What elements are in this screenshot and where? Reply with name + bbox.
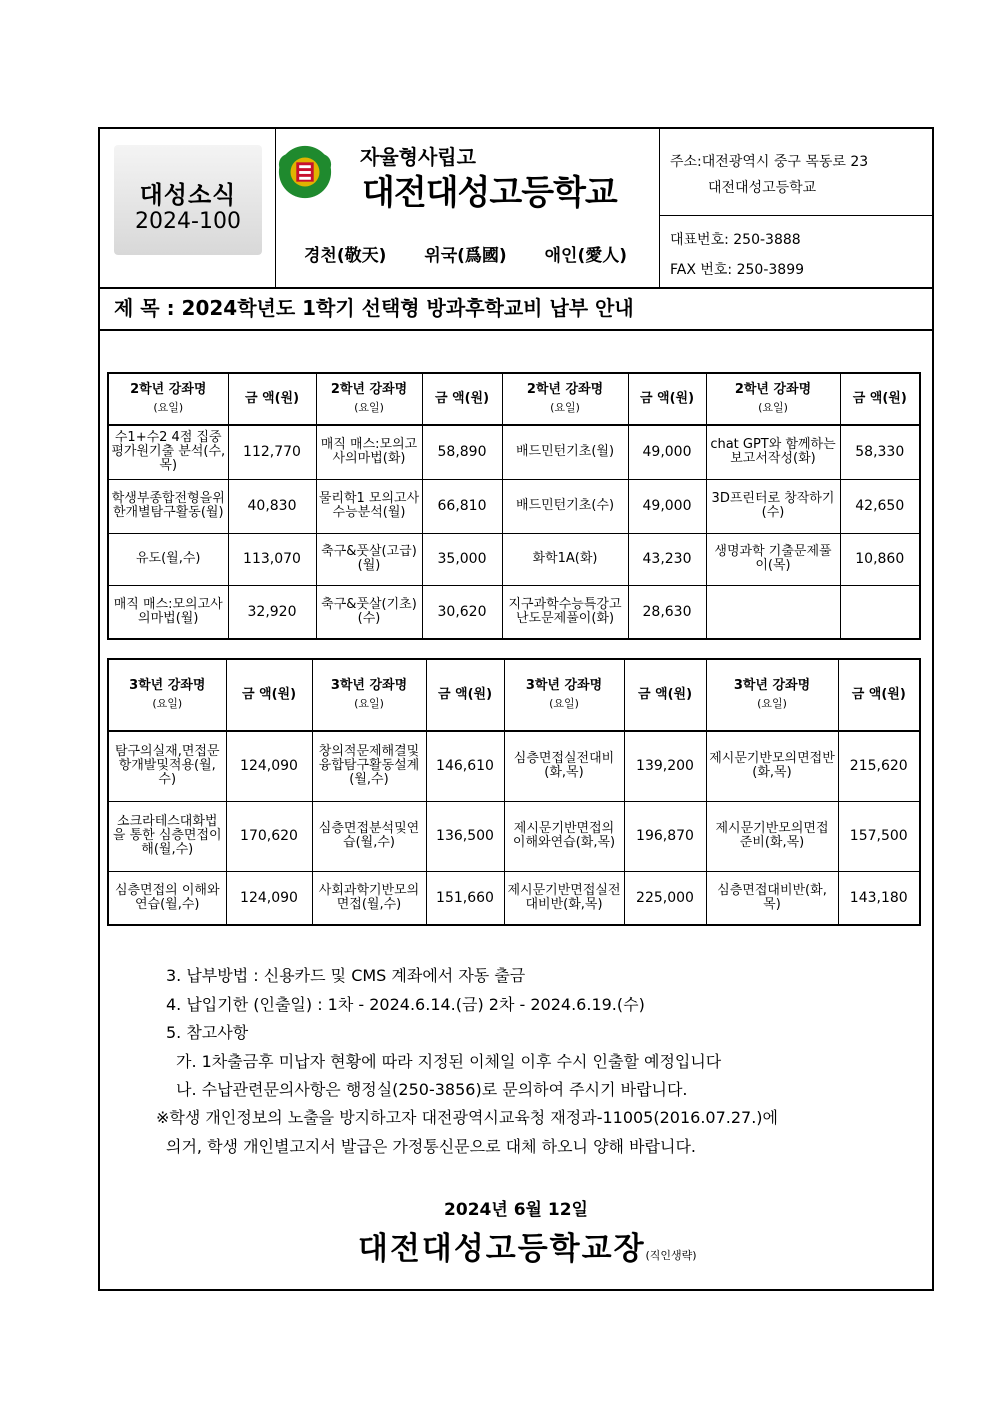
- table-row: [108, 533, 920, 585]
- grade3-header-amount: 금 액(원): [838, 659, 920, 731]
- course-fee: 43,230: [628, 533, 706, 585]
- course-name: 제시문기반모의면접 준비(화,목): [706, 801, 838, 871]
- course-name: 유도(월,수): [108, 533, 228, 585]
- due-date: 4. 납입기한 (인출일) : 1차 - 2024.6.14.(금) 2차 - 2024.6.19.(수): [166, 995, 645, 1014]
- course-fee: 215,620: [838, 731, 920, 801]
- grade3-fee-table: [107, 658, 921, 926]
- reference-item-ga: 가. 1차출금후 미납자 현황에 따라 지정된 이체일 이후 수시 인출할 예정입니다: [176, 1052, 722, 1071]
- school-cell: [276, 129, 660, 287]
- grade3-header-name: 3학년 강좌명 (요일): [504, 659, 624, 731]
- motto-1: 경천(敬天): [304, 246, 387, 266]
- course-fee: 66,810: [422, 479, 502, 533]
- school-type: 자율형사립고: [360, 145, 476, 169]
- signature-block: [358, 1223, 697, 1268]
- course-name: 제시문기반면접의 이해와연습(화,목): [504, 801, 624, 871]
- grade3-header-amount: 금 액(원): [624, 659, 706, 731]
- course-fee: 225,000: [624, 871, 706, 925]
- grade2-fee-table: [107, 372, 921, 640]
- grade2-header-name: 2학년 강좌명 (요일): [108, 373, 228, 425]
- grade2-header-row: [108, 373, 920, 425]
- course-name: 축구&풋살(기초)(수): [316, 585, 422, 639]
- table-row: [108, 871, 920, 925]
- course-name: 심층면접대비반(화,목): [706, 871, 838, 925]
- course-fee: 32,920: [228, 585, 316, 639]
- course-name: 매직 매스:모의고사의마법(월): [108, 585, 228, 639]
- letterhead: [100, 129, 932, 289]
- table-row: [108, 585, 920, 639]
- course-name: 3D프린터로 창작하기(수): [706, 479, 840, 533]
- course-name: 수1+수2 4점 집중평가원기출 분석(수,목): [108, 425, 228, 479]
- course-name: 학생부종합전형을위한개별탐구활동(월): [108, 479, 228, 533]
- course-name: 생명과학 기출문제풀이(목): [706, 533, 840, 585]
- newsletter-cell: [100, 129, 276, 287]
- address-line2: 대전대성고등학교: [708, 180, 817, 196]
- grade2-header-amount: 금 액(원): [628, 373, 706, 425]
- reference-item-na: 나. 수납관련문의사항은 행정실(250-3856)로 문의하여 주시기 바랍니다.: [176, 1080, 688, 1099]
- grade2-header-name: 2학년 강좌명 (요일): [502, 373, 628, 425]
- grade3-header-amount: 금 액(원): [226, 659, 312, 731]
- course-name: 축구&풋살(고급)(월): [316, 533, 422, 585]
- grade3-header-amount: 금 액(원): [426, 659, 504, 731]
- newsletter-number: 2024-100: [135, 209, 241, 234]
- course-fee: 49,000: [628, 479, 706, 533]
- motto-3: 애인(愛人): [544, 246, 628, 266]
- grade2-header-name: 2학년 강좌명 (요일): [316, 373, 422, 425]
- course-name: 사회과학기반모의면접(월,수): [312, 871, 426, 925]
- course-fee: 42,650: [840, 479, 920, 533]
- newsletter-title: 대성소식: [139, 181, 237, 209]
- issue-date: 2024년 6월 12일: [444, 1200, 588, 1220]
- course-fee: 58,890: [422, 425, 502, 479]
- course-name: 물리학1 모의고사수능분석(월): [316, 479, 422, 533]
- grade3-header-name: 3학년 강좌명 (요일): [312, 659, 426, 731]
- subject-line: 제 목 : 2024학년도 1학기 선택형 방과후학교비 납부 안내: [100, 287, 932, 331]
- table-row: [108, 801, 920, 871]
- motto-2: 위국(爲國): [424, 246, 507, 266]
- grade2-header-amount: 금 액(원): [228, 373, 316, 425]
- course-name: 배드민턴기초(수): [502, 479, 628, 533]
- course-fee: 139,200: [624, 731, 706, 801]
- course-fee: 136,500: [426, 801, 504, 871]
- contact-cell: [660, 129, 932, 287]
- grade3-header-row: [108, 659, 920, 731]
- course-fee: 170,620: [226, 801, 312, 871]
- course-name: 소크라테스대화법을 통한 심층면접이해(월,수): [108, 801, 226, 871]
- course-name: chat GPT와 함께하는보고서작성(화): [706, 425, 840, 479]
- privacy-notice-1: ※학생 개인정보의 노출을 방지하고자 대전광역시교육청 재정과-11005(2016.07.27.)에: [156, 1108, 779, 1127]
- course-fee: 143,180: [838, 871, 920, 925]
- course-name: 탐구의실재,면접문항개발및적용(월,수): [108, 731, 226, 801]
- seal-omitted-note: (직인생략): [645, 1249, 697, 1262]
- course-fee: 146,610: [426, 731, 504, 801]
- course-name: 심층면접의 이해와연습(월,수): [108, 871, 226, 925]
- course-fee: 40,830: [228, 479, 316, 533]
- course-fee: 58,330: [840, 425, 920, 479]
- school-motto: [304, 241, 659, 266]
- course-fee: 112,770: [228, 425, 316, 479]
- newsletter-badge: [114, 145, 262, 255]
- course-fee: 196,870: [624, 801, 706, 871]
- payment-method: 3. 납부방법 : 신용카드 및 CMS 계좌에서 자동 출금: [166, 966, 526, 985]
- course-fee: 113,070: [228, 533, 316, 585]
- table-row: [108, 479, 920, 533]
- course-fee: 157,500: [838, 801, 920, 871]
- course-name: [706, 585, 840, 639]
- course-name: 심층면접실전대비(화,목): [504, 731, 624, 801]
- course-fee: 35,000: [422, 533, 502, 585]
- course-fee: 124,090: [226, 731, 312, 801]
- grade3-header-name: 3학년 강좌명 (요일): [706, 659, 838, 731]
- school-emblem-icon: [276, 143, 334, 201]
- course-fee: 28,630: [628, 585, 706, 639]
- course-name: 배드민턴기초(월): [502, 425, 628, 479]
- course-name: 제시문기반면접실전대비반(화,목): [504, 871, 624, 925]
- school-name: 대전대성고등학교: [362, 173, 617, 213]
- grade2-header-name: 2학년 강좌명 (요일): [706, 373, 840, 425]
- course-name: 제시문기반모의면접반(화,목): [706, 731, 838, 801]
- grade2-header-amount: 금 액(원): [422, 373, 502, 425]
- phone-number: 대표번호: 250-3888: [670, 232, 801, 248]
- reference-title: 5. 참고사항: [166, 1023, 249, 1042]
- course-fee: 10,860: [840, 533, 920, 585]
- course-fee: 30,620: [422, 585, 502, 639]
- course-name: 화학1A(화): [502, 533, 628, 585]
- address-line1: 주소:대전광역시 중구 목동로 23: [670, 154, 869, 170]
- fax-number: FAX 번호: 250-3899: [670, 262, 805, 278]
- course-name: 지구과학수능특강고난도문제풀이(화): [502, 585, 628, 639]
- principal-signature: 대전대성고등학교장: [358, 1231, 646, 1267]
- course-name: 창의적문제해결및융합탐구활동설계(월,수): [312, 731, 426, 801]
- grade2-header-amount: 금 액(원): [840, 373, 920, 425]
- course-name: 심층면접분석및연습(월,수): [312, 801, 426, 871]
- table-row: [108, 731, 920, 801]
- contact-divider: [660, 215, 932, 216]
- course-fee: 49,000: [628, 425, 706, 479]
- course-name: 매직 매스:모의고사의마법(화): [316, 425, 422, 479]
- table-row: [108, 425, 920, 479]
- privacy-notice-2: 의거, 학생 개인별고지서 발급은 가정통신문으로 대체 하오니 양해 바랍니다.: [166, 1137, 696, 1156]
- document-frame: [98, 127, 934, 1291]
- grade3-header-name: 3학년 강좌명 (요일): [108, 659, 226, 731]
- course-fee: 151,660: [426, 871, 504, 925]
- course-fee: [840, 585, 920, 639]
- course-fee: 124,090: [226, 871, 312, 925]
